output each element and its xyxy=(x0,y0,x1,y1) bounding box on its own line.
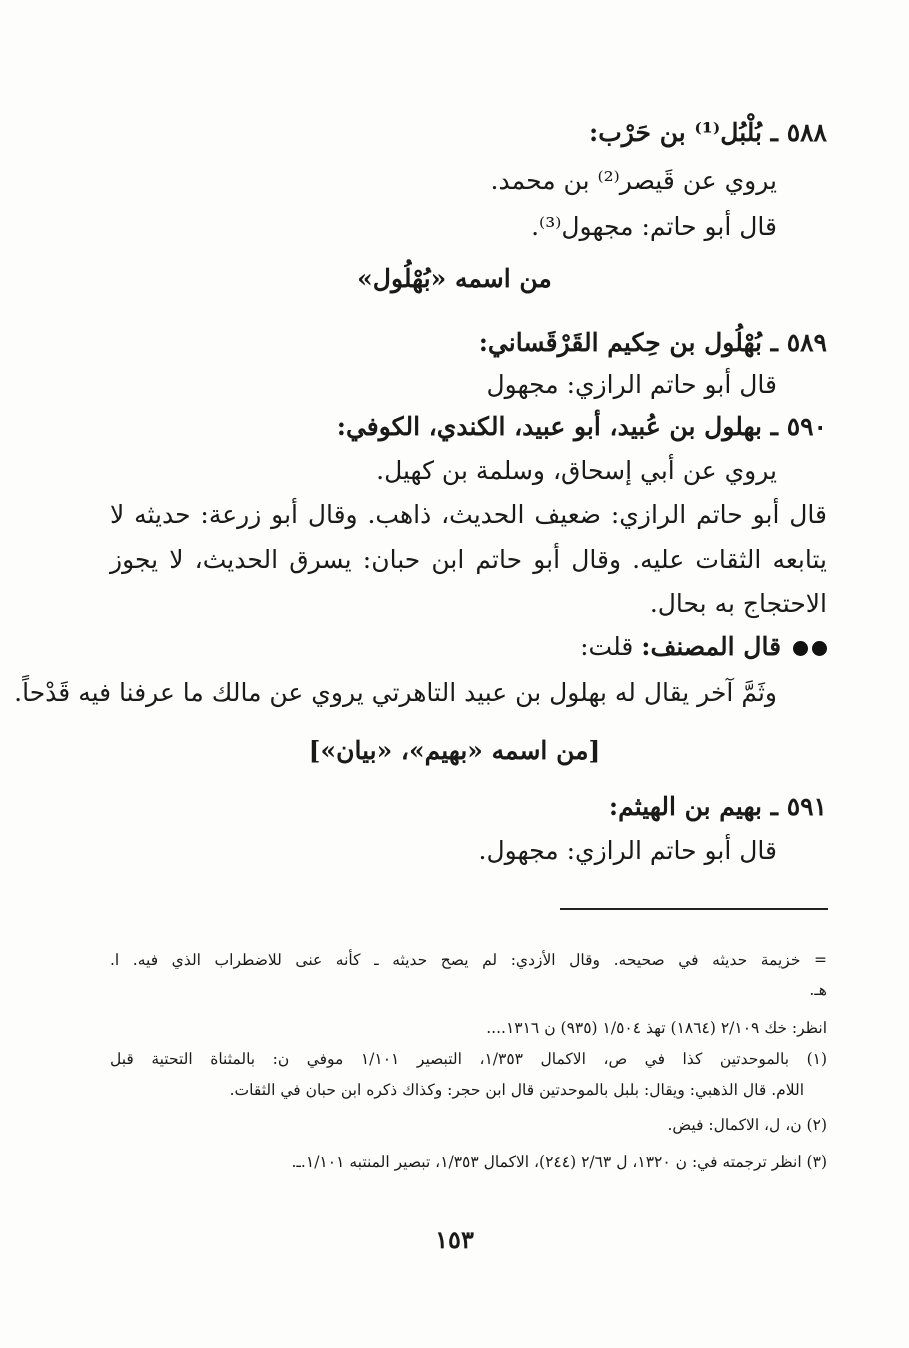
entry-589-heading: ٥٨٩ ـ بُهْلُول بن حِكيم القَرْقَساني: xyxy=(478,328,827,357)
entry-591-line: قال أبو حاتم الرازي: مجهول. xyxy=(478,836,777,865)
page-number: ١٥٣ xyxy=(435,1225,474,1254)
entry-588-line: قال أبو حاتم: مجهول⁽³⁾. xyxy=(531,212,777,241)
bullet-dot-icon xyxy=(812,641,827,656)
entry-589-line: قال أبو حاتم الرازي: مجهول xyxy=(486,370,777,399)
author-remark-heading xyxy=(580,630,827,664)
entry-590-heading: ٥٩٠ ـ بهلول بن عُبيد، أبو عبيد، الكندي، الكوفي: xyxy=(336,412,827,441)
footnote-3: (٣) انظر ترجمته في: ن ١٣٢٠، ل ٢/٦٣ (٢٤٤)، الاكمال ١/٣٥٣، تبصير المنتبه ١/١٠١.ـ. xyxy=(291,1153,827,1171)
footnote-separator xyxy=(560,908,828,910)
footnote-1: اللام. قال الذهبي: ويقال: بلبل بالموحدتين قال ابن حجر: وكذاك ذكره ابن حبان في الثقات. xyxy=(229,1081,804,1099)
footnote-continuation: = خزيمة حديثه في صحيحه. وقال الأزدي: لم يصح حديثه ـ كأنه عنى للاضطراب الذي فيه. ا. xyxy=(110,951,827,969)
section-heading-buhaym: [من اسمه «بهيم»، «بيان»] xyxy=(308,736,601,765)
footnote-continuation: هـ. xyxy=(809,981,827,999)
entry-590-line: يتابعه الثقات عليه. وقال أبو حاتم ابن حبان: يسرق الحديث، لا يجوز xyxy=(110,545,827,574)
entry-591-heading: ٥٩١ ـ بهيم بن الهيثم: xyxy=(608,792,827,821)
author-label: قال المصنف: xyxy=(641,632,782,661)
author-note: قلت: xyxy=(580,632,634,661)
author-remark-line: وثَمَّ آخر يقال له بهلول بن عبيد التاهرتي يروي عن مالك ما عرفنا فيه قَدْحاً. xyxy=(14,678,777,707)
section-heading-buhlul: من اسمه «بُهْلُول» xyxy=(357,264,552,293)
bullet-dot-icon xyxy=(793,641,808,656)
entry-590-line: قال أبو حاتم الرازي: ضعيف الحديث، ذاهب. وقال أبو زرعة: حديثه لا xyxy=(110,500,827,529)
footnote-2: (٢) ن، ل، الاكمال: فيض. xyxy=(667,1116,827,1134)
entry-590-line: الاحتجاج به بحال. xyxy=(649,589,827,618)
entry-590-line: يروي عن أبي إسحاق، وسلمة بن كهيل. xyxy=(376,456,777,485)
entry-588-line: يروي عن قَيصر⁽²⁾ بن محمد. xyxy=(490,166,777,195)
footnote-1: (١) بالموحدتين كذا في ص، الاكمال ١/٣٥٣، التبصير ١/١٠١ موفي ن: بالمثناة التحتية قبل xyxy=(110,1050,828,1068)
entry-588-heading: ٥٨٨ ـ بُلْبُل⁽¹⁾ بن حَرْب: xyxy=(589,118,827,147)
footnote-continuation: انظر: خك ٢/١٠٩ (١٨٦٤) تهذ ١/٥٠٤ (٩٣٥) ن ١٣١٦.... xyxy=(486,1019,827,1037)
